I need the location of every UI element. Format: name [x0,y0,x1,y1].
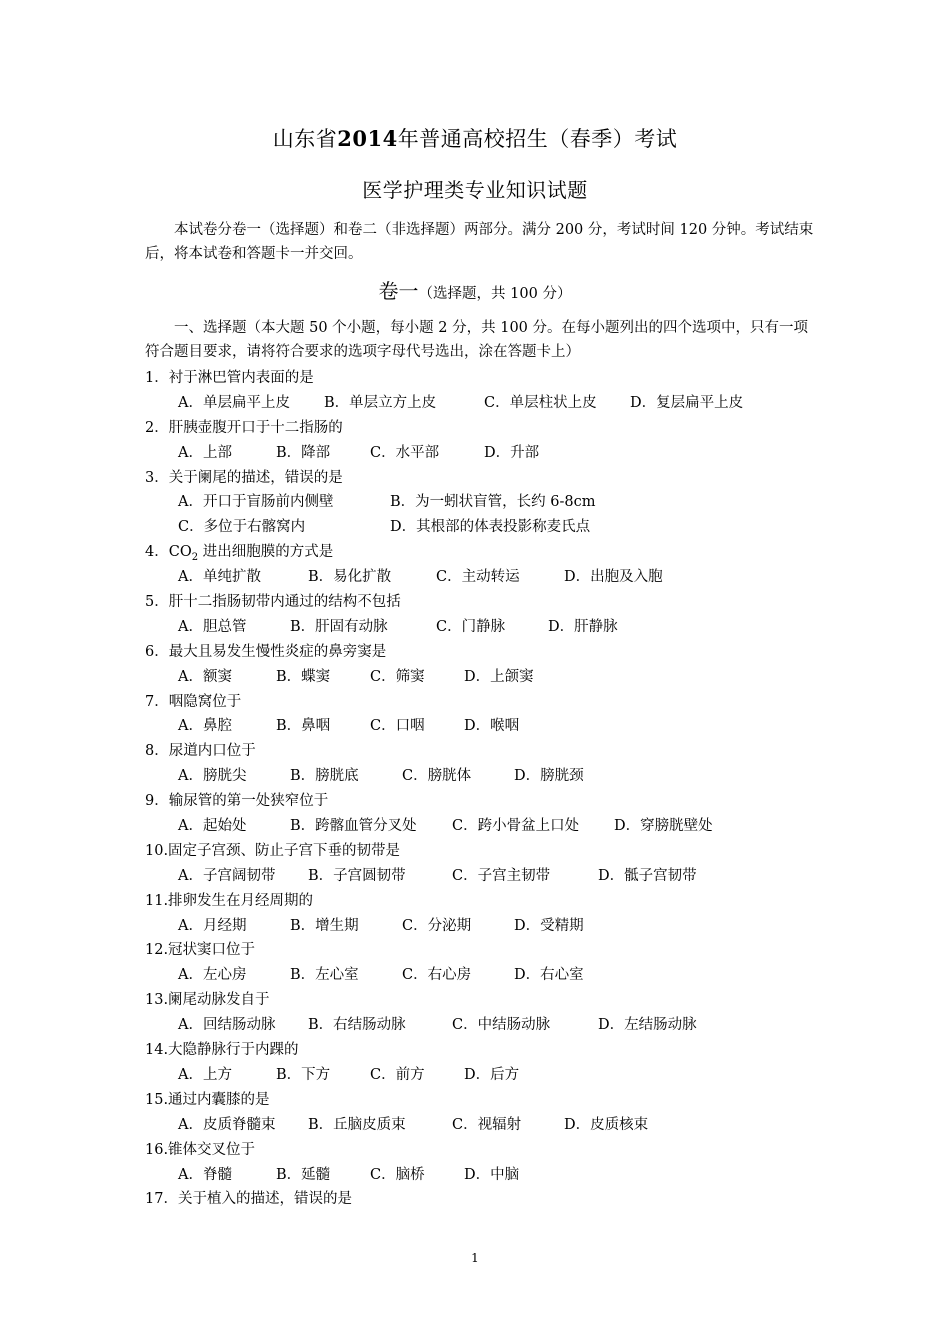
question-stem: 9．输尿管的第一处狭窄位于 [145,793,329,810]
answer-option: B．为一蚓状盲管，长约 6-8cm [390,494,596,511]
question-stem: 10.固定子宫颈、防止子宫下垂的韧带是 [145,842,401,859]
answer-option: B．鼻咽 [276,718,331,735]
option-row [145,1063,815,1088]
answer-option: D．中脑 [464,1166,520,1183]
question-stem: 11.排卵发生在月经周期的 [145,892,314,909]
answer-option: D．上颌窦 [464,668,534,685]
question-stem: 15.通过内囊膝的是 [145,1091,270,1108]
answer-option: A．皮质脊髓束 [178,1116,276,1133]
option-row [145,1163,815,1188]
question-stem: 16.锥体交叉位于 [145,1141,256,1158]
question-stem: 14.大隐静脉行于内踝的 [145,1042,299,1059]
section-note: （选择题，共 100 分） [418,286,572,302]
answer-option: B．蝶窦 [276,668,331,685]
answer-option: A．脊髓 [178,1166,232,1183]
answer-option: B．子宫圆韧带 [308,867,406,884]
answer-option: D．穿膀胱壁处 [614,818,713,835]
answer-option: C．口咽 [370,718,425,735]
answer-option: C．膀胱体 [402,768,472,785]
question-stem-text: 4．CO [145,544,192,561]
option-row [145,615,815,640]
answer-option: D．膀胱颈 [514,768,584,785]
question-stem: 5．肝十二指肠韧带内通过的结构不包括 [145,594,401,611]
subscript: 2 [191,552,199,564]
answer-option: A．膀胱尖 [178,768,247,785]
question-stem: 7．咽隐窝位于 [145,693,242,710]
answer-option: D．复层扁平上皮 [630,394,744,411]
question-stem: 2．肝胰壶腹开口于十二指肠的 [145,419,343,436]
question-stem: 6．最大且易发生慢性炎症的鼻旁窦是 [145,643,387,660]
answer-option: B．易化扩散 [308,569,392,586]
section-title: 卷一 [378,279,419,303]
answer-option: D．喉咽 [464,718,520,735]
option-row [145,565,815,590]
option-row [145,864,815,889]
option-row [145,391,815,416]
answer-option: A．额窦 [178,668,232,685]
answer-option: D．其根部的体表投影称麦氏点 [390,519,591,536]
answer-option: B．增生期 [290,917,359,934]
exam-subtitle: 医学护理类专业知识试题 [362,178,588,202]
section-heading [0,275,950,304]
option-row [145,914,815,939]
exam-intro: 本试卷分卷一（选择题）和卷二（非选择题）两部分。满分 200 分，考试时间 120 分钟。考试结束后，将本试卷和答题卡一并交回。 [145,222,814,262]
answer-option: D．肝静脉 [548,618,618,635]
answer-option: D．出胞及入胞 [564,569,663,586]
question-stem: 3．关于阑尾的描述，错误的是 [145,469,343,486]
answer-option: B．膀胱底 [290,768,359,785]
answer-option: D．后方 [464,1066,520,1083]
answer-option: A．开口于盲肠前内侧壁 [178,494,334,511]
title-year: 2014 [337,126,398,151]
question-stem [145,540,815,565]
title-prefix: 山东省 [272,127,338,151]
option-row [145,1013,815,1038]
answer-option: C．中结肠动脉 [452,1017,551,1034]
option-row [145,814,815,839]
answer-option: A．起始处 [178,818,247,835]
exam-title [0,123,950,153]
answer-option: A．上方 [178,1066,232,1083]
option-row [145,490,815,515]
question-list [145,366,815,1212]
option-row [145,665,815,690]
answer-option: C．分泌期 [402,917,472,934]
answer-option: B．单层立方上皮 [324,394,437,411]
answer-option: A．胆总管 [178,618,247,635]
question-stem: 13.阑尾动脉发自于 [145,992,270,1009]
answer-option: A．单纯扩散 [178,569,261,586]
answer-option: A．上部 [178,444,232,461]
option-row [145,963,815,988]
answer-option: B．丘脑皮质束 [308,1116,406,1133]
answer-option: A．鼻腔 [178,718,232,735]
question-stem: 17．关于植入的描述，错误的是 [145,1191,352,1208]
section-instructions: 一、选择题（本大题 50 个小题，每小题 2 分，共 100 分。在每小题列出的四个选项中，只有一项符合题目要求，请将符合要求的选项字母代号选出，涂在答题卡上） [145,320,809,360]
answer-option: D．升部 [484,444,540,461]
answer-option: C．视辐射 [452,1116,522,1133]
answer-option: C．右心房 [402,967,472,984]
question-stem: 8．尿道内口位于 [145,743,256,760]
option-row [145,714,815,739]
answer-option: C．门静脉 [436,618,506,635]
answer-option: B．下方 [276,1066,331,1083]
answer-option: D．受精期 [514,917,584,934]
answer-option: D．骶子宫韧带 [598,867,697,884]
answer-option: C．筛窦 [370,668,425,685]
question-stem: 12.冠状窦口位于 [145,942,256,959]
answer-option: C．跨小骨盆上口处 [452,818,580,835]
answer-option: C．脑桥 [370,1166,425,1183]
answer-option: C．水平部 [370,444,440,461]
answer-option: D．左结肠动脉 [598,1017,697,1034]
answer-option: D．皮质核束 [564,1116,649,1133]
answer-option: C．子宫主韧带 [452,867,551,884]
answer-option: A．左心房 [178,967,247,984]
answer-option: B．右结肠动脉 [308,1017,406,1034]
answer-option: C．单层柱状上皮 [484,394,597,411]
answer-option: D．右心室 [514,967,584,984]
answer-option: B．跨髂血管分叉处 [290,818,417,835]
answer-option: B．肝固有动脉 [290,618,388,635]
question-stem-text: 进出细胞膜的方式是 [198,544,334,561]
option-row [145,764,815,789]
option-row [145,515,815,540]
answer-option: B．降部 [276,444,331,461]
question-stem: 1．衬于淋巴管内表面的是 [145,370,314,386]
answer-option: A．单层扁平上皮 [178,394,290,411]
answer-option: C．多位于右髂窝内 [178,519,306,536]
option-row [145,441,815,466]
option-row [145,1113,815,1138]
answer-option: B．左心室 [290,967,359,984]
answer-option: C．前方 [370,1066,425,1083]
answer-option: B．延髓 [276,1166,331,1183]
answer-option: C．主动转运 [436,569,520,586]
answer-option: A．子宫阔韧带 [178,867,276,884]
answer-option: A．回结肠动脉 [178,1017,276,1034]
page-number: 1 [471,1251,479,1265]
title-suffix: 年普通高校招生（春季）考试 [397,127,678,151]
answer-option: A．月经期 [178,917,247,934]
